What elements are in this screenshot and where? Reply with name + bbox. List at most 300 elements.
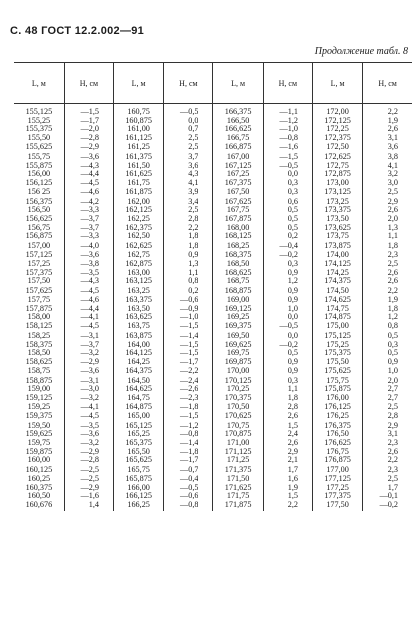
height-value: 1,3 — [387, 222, 398, 232]
length-value: 160,676 — [25, 500, 53, 510]
height-value: —2,5 — [80, 466, 99, 475]
length-value: 158,25 — [27, 331, 51, 340]
length-value: 158,75 — [27, 365, 51, 375]
height-value: 0,6 — [287, 197, 298, 206]
height-value: —4,0 — [80, 242, 99, 251]
height-value: 2,3 — [387, 250, 398, 260]
value-group — [313, 287, 362, 332]
table-body-row — [14, 104, 412, 512]
value-group — [14, 242, 64, 287]
length-value: 168,875 — [224, 287, 252, 296]
length-value: 176,50 — [326, 429, 349, 439]
value-group — [363, 198, 398, 243]
value-group — [264, 108, 298, 153]
length-value: 156,125 — [25, 177, 53, 187]
height-value: 3,7 — [188, 152, 199, 161]
height-value: 2,2 — [387, 455, 398, 465]
height-column-2 — [164, 104, 213, 512]
height-value: 2,5 — [387, 474, 398, 484]
length-value: 169,375 — [224, 321, 252, 330]
value-group — [264, 287, 298, 332]
height-value: 1,8 — [188, 242, 199, 251]
height-value: 3,0 — [387, 177, 398, 187]
height-value: 2,2 — [387, 108, 398, 116]
value-group — [363, 422, 398, 467]
length-value: 169,00 — [226, 294, 250, 304]
value-group — [213, 153, 262, 198]
length-value: 160,00 — [27, 455, 51, 465]
height-value: 1,1 — [387, 231, 398, 241]
length-value: 162,625 — [125, 242, 152, 251]
height-value: 2,5 — [188, 141, 199, 151]
length-column-1 — [14, 104, 64, 512]
height-value: —3,6 — [80, 152, 99, 161]
value-group — [164, 287, 198, 332]
height-value: —0,2 — [279, 339, 298, 349]
height-value: 4,1 — [188, 177, 199, 187]
value-group — [114, 198, 163, 243]
length-value: 157,625 — [25, 287, 53, 296]
height-value: —3,2 — [80, 393, 99, 403]
length-value: 163,50 — [127, 303, 150, 313]
height-value: 1,0 — [287, 303, 298, 313]
length-value: 164,00 — [127, 339, 150, 349]
height-value: 0,2 — [188, 287, 199, 296]
length-value: 160,875 — [125, 115, 152, 125]
height-value: —2,9 — [80, 357, 99, 367]
length-value: 161,625 — [125, 169, 152, 179]
height-value: 2,5 — [387, 258, 398, 268]
table-continuation-label: Продолжение табл. 8 — [314, 46, 408, 57]
height-value: 0,5 — [287, 214, 298, 223]
length-value: 159,50 — [27, 421, 51, 430]
length-value: 164,25 — [127, 357, 150, 367]
height-value: 0,9 — [287, 365, 298, 375]
length-value: 176,00 — [326, 393, 349, 403]
height-value: 3,8 — [387, 152, 398, 161]
length-value: 167,50 — [226, 186, 250, 196]
length-value: 168,25 — [226, 242, 250, 251]
height-value: —0,9 — [180, 303, 199, 313]
value-group — [65, 332, 99, 377]
height-value: 2,2 — [387, 287, 398, 296]
height-column-1 — [64, 104, 113, 512]
height-value: —0,7 — [180, 466, 199, 475]
length-value: 160,50 — [27, 491, 51, 501]
length-value: 158,625 — [25, 357, 53, 367]
length-value: 165,875 — [125, 474, 152, 484]
length-value: 167,875 — [224, 214, 252, 223]
length-value: 173,125 — [324, 186, 351, 196]
page-header: С. 48 ГОСТ 12.2.002—91 — [10, 25, 145, 37]
length-value: 170,375 — [224, 393, 252, 403]
height-value: —4,6 — [80, 294, 99, 304]
height-value: —2,5 — [80, 474, 99, 484]
value-group — [264, 377, 298, 422]
value-group — [313, 242, 362, 287]
height-value: —0,5 — [180, 482, 199, 492]
height-value: 2,1 — [287, 455, 298, 465]
length-value: 177,125 — [324, 474, 351, 484]
value-group — [363, 377, 398, 422]
length-value: 163,125 — [125, 276, 152, 286]
length-value: 169,125 — [224, 303, 252, 313]
value-group — [264, 332, 298, 377]
length-value: 160,125 — [25, 466, 53, 475]
value-group — [14, 466, 64, 511]
length-value: 155,625 — [25, 141, 53, 151]
length-value: 173,00 — [326, 177, 349, 187]
length-value: 165,125 — [125, 421, 152, 430]
value-group — [114, 377, 163, 422]
value-group — [264, 242, 298, 287]
height-value: 0,5 — [287, 222, 298, 232]
length-value: 172,375 — [324, 133, 351, 143]
length-column-2 — [113, 104, 163, 512]
value-group — [164, 198, 198, 243]
length-value: 163,75 — [127, 321, 150, 330]
height-value: —1,5 — [180, 321, 199, 330]
length-value: 174,25 — [326, 267, 349, 277]
height-value: 0,5 — [287, 205, 298, 215]
length-value: 156,625 — [25, 214, 53, 223]
length-value: 160,25 — [27, 474, 51, 484]
value-group — [213, 198, 262, 243]
length-value: 171,375 — [224, 466, 252, 475]
value-group — [164, 332, 198, 377]
height-value: —0,4 — [180, 474, 199, 484]
header-length-3: L, м — [213, 63, 263, 104]
length-value: 162,25 — [127, 214, 150, 223]
length-value: 167,125 — [224, 160, 252, 170]
height-value: 1,7 — [287, 466, 298, 475]
length-value: 161,50 — [127, 160, 150, 170]
height-value: 1,2 — [387, 312, 398, 322]
header-height-4: H, см — [363, 63, 412, 104]
length-value: 174,00 — [326, 250, 349, 260]
height-value: 2,0 — [387, 214, 398, 223]
header-height-3: H, см — [263, 63, 312, 104]
value-group — [213, 242, 262, 287]
height-value: —2,3 — [180, 393, 199, 403]
height-value: 1,1 — [287, 384, 298, 394]
value-group — [164, 242, 198, 287]
height-value: —3,3 — [80, 205, 99, 215]
length-value: 159,125 — [25, 393, 53, 403]
value-group — [65, 422, 99, 467]
length-value: 169,625 — [224, 339, 252, 349]
length-value: 155,875 — [25, 160, 53, 170]
value-group — [363, 287, 398, 332]
height-value: —1,0 — [180, 312, 199, 322]
height-value: 3,6 — [188, 160, 199, 170]
length-value: 157,375 — [25, 267, 53, 277]
height-value: —1,5 — [180, 348, 199, 358]
length-value: 175,50 — [326, 357, 349, 367]
length-value: 155,25 — [27, 115, 51, 125]
length-value: 164,375 — [125, 365, 152, 375]
length-value: 162,75 — [127, 250, 150, 260]
height-value: 2,7 — [387, 393, 398, 403]
length-value: 170,75 — [226, 421, 250, 430]
length-value: 162,125 — [125, 205, 152, 215]
length-value: 174,875 — [324, 312, 351, 322]
length-value: 177,50 — [326, 500, 349, 510]
value-group — [14, 287, 64, 332]
length-value: 162,00 — [127, 197, 150, 206]
height-value: —1,2 — [279, 115, 298, 125]
value-group — [114, 242, 163, 287]
height-value: —1,4 — [180, 437, 199, 447]
height-value: 0,0 — [287, 312, 298, 322]
length-value: 164,875 — [125, 401, 152, 411]
value-group — [313, 466, 362, 511]
header-length-2: L, м — [113, 63, 163, 104]
height-value: —4,1 — [80, 312, 99, 322]
value-group — [14, 198, 64, 243]
value-group — [213, 108, 262, 153]
height-value: —4,3 — [80, 276, 99, 286]
height-value: —3,2 — [80, 348, 99, 358]
value-group — [65, 108, 99, 153]
value-group — [14, 108, 64, 153]
height-value: 2,5 — [387, 186, 398, 196]
length-value: 175,25 — [326, 339, 349, 349]
length-value: 166,875 — [224, 141, 252, 151]
height-value: 0,2 — [287, 231, 298, 241]
length-value: 166,625 — [224, 124, 252, 134]
length-value: 171,25 — [226, 455, 250, 465]
length-value: 175,00 — [326, 321, 349, 330]
height-value: 0,8 — [188, 276, 199, 286]
length-value: 170,625 — [224, 410, 252, 420]
length-value: 167,25 — [226, 169, 250, 179]
header-height-2: H, см — [164, 63, 213, 104]
height-value: —3,5 — [80, 267, 99, 277]
height-value: 0,9 — [387, 357, 398, 367]
length-value: 172,50 — [326, 141, 349, 151]
height-value: 2,6 — [287, 410, 298, 420]
height-value: 2,5 — [188, 133, 199, 143]
length-value: 159,00 — [27, 384, 51, 394]
length-value: 162,50 — [127, 231, 150, 241]
length-value: 172,125 — [324, 115, 351, 125]
length-value: 165,625 — [125, 455, 152, 465]
length-value: 170,125 — [224, 376, 252, 385]
value-group — [264, 466, 298, 511]
length-value: 156,375 — [25, 197, 53, 206]
height-value: 0,5 — [387, 348, 398, 358]
height-value: —1,6 — [279, 141, 298, 151]
length-value: 157,50 — [27, 276, 51, 286]
height-value: 3,1 — [387, 429, 398, 439]
height-value: 2,6 — [387, 205, 398, 215]
height-value: —4,6 — [80, 186, 99, 196]
value-group — [114, 466, 163, 511]
height-value: —0,6 — [180, 491, 199, 501]
height-column-4 — [363, 104, 412, 512]
length-value: 167,375 — [224, 177, 252, 187]
length-value: 155,375 — [25, 124, 53, 134]
height-value: —1,5 — [279, 152, 298, 161]
length-value: 167,75 — [226, 205, 250, 215]
height-value: 2,8 — [188, 214, 199, 223]
length-value: 168,00 — [226, 222, 250, 232]
height-value: —3,6 — [80, 365, 99, 375]
length-value: 175,625 — [324, 365, 351, 375]
height-value: 0,9 — [287, 357, 298, 367]
length-value: 171,50 — [226, 474, 250, 484]
height-value: 0,3 — [287, 186, 298, 196]
value-group — [213, 422, 262, 467]
height-value: —3,8 — [80, 258, 99, 268]
length-value: 172,875 — [324, 169, 351, 179]
height-value: —2,6 — [180, 384, 199, 394]
length-value: 173,875 — [324, 242, 351, 251]
height-value: 2,9 — [287, 446, 298, 456]
length-value: 155,125 — [25, 108, 53, 116]
height-value: 0,9 — [188, 250, 199, 260]
length-value: 163,375 — [125, 294, 152, 304]
height-column-3 — [263, 104, 312, 512]
height-value: 2,6 — [387, 276, 398, 286]
height-value: 0,0 — [188, 115, 199, 125]
value-group — [14, 153, 64, 198]
height-value: —0,8 — [279, 133, 298, 143]
value-group — [114, 287, 163, 332]
value-group — [65, 198, 99, 243]
value-group — [313, 332, 362, 377]
length-value: 171,875 — [224, 500, 252, 510]
length-value: 167,625 — [224, 197, 252, 206]
height-value: —2,9 — [80, 446, 99, 456]
length-value: 168,375 — [224, 250, 252, 260]
length-value: 174,125 — [324, 258, 351, 268]
height-value: 2,6 — [387, 446, 398, 456]
length-value: 169,25 — [226, 312, 250, 322]
height-value: —0,2 — [279, 250, 298, 260]
height-value: —0,8 — [180, 500, 199, 510]
height-value: 2,8 — [287, 401, 298, 411]
height-value: 2,3 — [387, 466, 398, 475]
value-group — [264, 422, 298, 467]
length-column-4 — [312, 104, 362, 512]
height-value: 0,7 — [188, 124, 199, 134]
height-value: 1,9 — [387, 294, 398, 304]
value-group — [363, 466, 398, 511]
header-length-1: L, м — [14, 63, 64, 104]
length-value: 164,125 — [125, 348, 152, 358]
height-value: —4,5 — [80, 177, 99, 187]
length-value: 156,875 — [25, 231, 53, 241]
length-value: 177,25 — [326, 482, 349, 492]
length-value: 174,375 — [324, 276, 351, 286]
length-value: 166,25 — [127, 500, 150, 510]
length-value: 162,875 — [125, 258, 152, 268]
length-value: 163,25 — [127, 287, 150, 296]
length-column-3 — [213, 104, 263, 512]
height-value: —3,5 — [80, 421, 99, 430]
height-value: —1,7 — [180, 455, 199, 465]
length-value: 164,50 — [127, 376, 150, 385]
length-value: 166,50 — [226, 115, 250, 125]
height-value: —3,1 — [80, 331, 99, 340]
height-value: 0,9 — [287, 287, 298, 296]
height-value: —3,2 — [80, 437, 99, 447]
length-value: 171,625 — [224, 482, 252, 492]
height-value: —1,0 — [279, 124, 298, 134]
height-value: —4,1 — [80, 401, 99, 411]
length-value: 161,75 — [127, 177, 150, 187]
height-value: 0,9 — [287, 267, 298, 277]
height-value: 1,8 — [387, 242, 398, 251]
length-value: 159,625 — [25, 429, 53, 439]
length-value: 161,875 — [125, 186, 152, 196]
length-value: 168,625 — [224, 267, 252, 277]
header-height-1: H, см — [64, 63, 113, 104]
length-value: 165,375 — [125, 437, 152, 447]
length-value: 170,875 — [224, 429, 252, 439]
height-value: 2,9 — [387, 421, 398, 430]
value-group — [114, 422, 163, 467]
value-group — [65, 242, 99, 287]
length-value: 169,75 — [226, 348, 250, 358]
height-value: 2,2 — [188, 222, 199, 232]
length-value: 157,875 — [25, 303, 53, 313]
length-value: 166,00 — [127, 482, 150, 492]
length-value: 158,50 — [27, 348, 51, 358]
length-value: 175,75 — [326, 376, 349, 385]
length-value: 156,00 — [27, 169, 51, 179]
length-value: 174,75 — [326, 303, 349, 313]
value-group — [65, 287, 99, 332]
height-value: —4,5 — [80, 321, 99, 330]
height-value: —3,3 — [80, 231, 99, 241]
height-value: —1,4 — [180, 331, 199, 340]
height-value: 4,1 — [387, 160, 398, 170]
length-value: 164,75 — [127, 393, 150, 403]
length-value: 168,125 — [224, 231, 252, 241]
length-value: 163,625 — [125, 312, 152, 322]
height-value: —0,8 — [180, 429, 199, 439]
length-value: 175,125 — [324, 331, 351, 340]
value-group — [14, 377, 64, 422]
value-group — [164, 377, 198, 422]
length-value: 156,50 — [27, 205, 51, 215]
length-value: 155,50 — [27, 133, 51, 143]
length-value: 159,75 — [27, 437, 51, 447]
length-value: 173,75 — [326, 231, 349, 241]
height-value: 3,6 — [387, 141, 398, 151]
length-value: 176,125 — [324, 401, 351, 411]
length-value: 170,00 — [226, 365, 250, 375]
length-value: 156 25 — [27, 186, 51, 196]
height-value: 1,5 — [287, 491, 298, 501]
height-value: —4,4 — [80, 303, 99, 313]
length-value: 176,625 — [324, 437, 351, 447]
height-value: —3,7 — [80, 214, 99, 223]
value-group — [114, 153, 163, 198]
length-value: 164,625 — [125, 384, 152, 394]
length-value: 174,625 — [324, 294, 351, 304]
height-value: 2,7 — [387, 384, 398, 394]
height-value: 2,4 — [287, 429, 298, 439]
length-value: 158,875 — [25, 376, 53, 385]
height-value: —4,5 — [80, 287, 99, 296]
length-value: 160,75 — [127, 108, 150, 116]
height-value: —2,8 — [80, 455, 99, 465]
value-group — [65, 466, 99, 511]
